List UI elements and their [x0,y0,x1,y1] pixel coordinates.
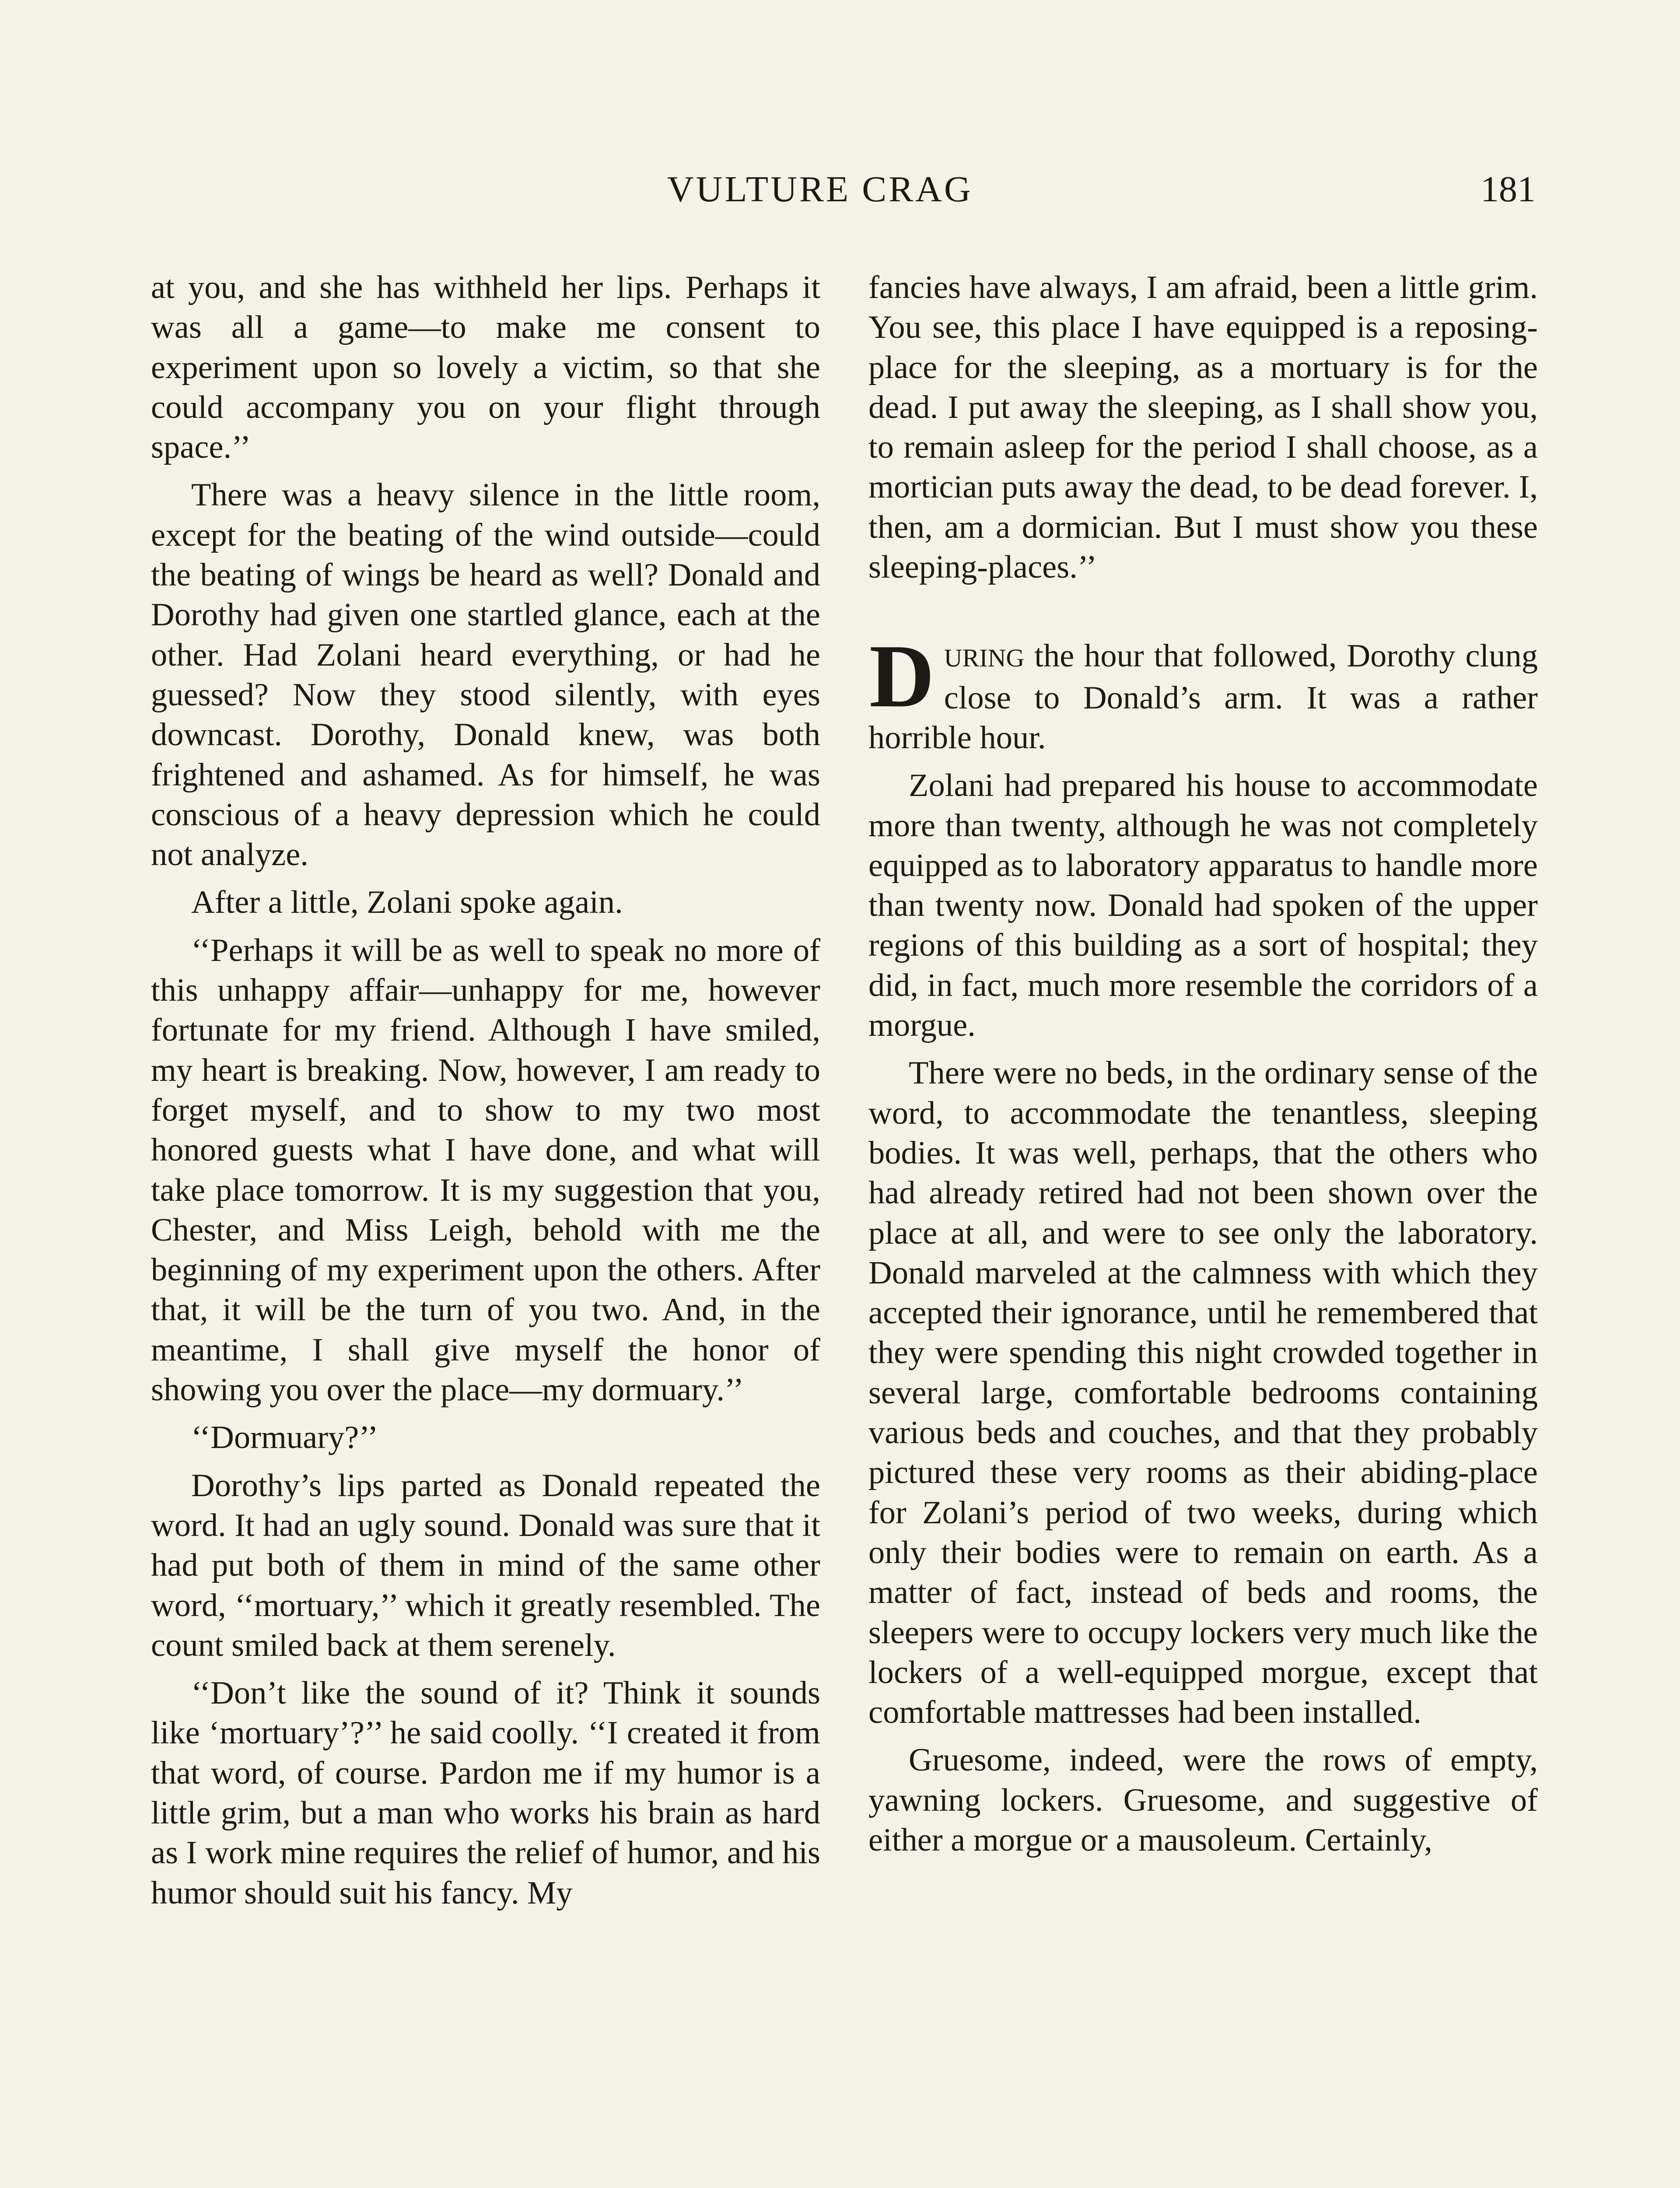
paragraph: ‘‘Don’t like the sound of it? Think it sounds like ‘mortuary’?’’ he said coolly. ‘‘I created it from that word, of course. Pardon me if my humor is a little grim, but a man who works his brain as hard as I work mine requires the relief of humor, and his humor should suit his fancy. My [151,1675,821,1911]
paragraph: ‘‘Dormuary?’’ [191,1420,378,1456]
paragraph: Dorothy’s lips parted as Donald repeated the word. It had an ugly sound. Donald was sure that it had put both of them in mind of the same other word, ‘‘mortuary,’’ which it greatly resembled. The count smiled back at them serenely. [151,1467,820,1663]
section-opening-text: the hour that followed, Dorothy clung close to Donald’s arm. It was a rather horrible hour. [868,638,1538,756]
right-column [868,268,1538,1868]
small-caps-lead: URING [944,644,1025,673]
page-number: 181 [1480,169,1536,210]
paragraph: Zolani had prepared his house to accommodate more than twenty, although he was not completely equipped as to laboratory apparatus to handle more than twenty now. Donald had spoken of the upper regions of this building as a sort of hospital; they did, in fact, much more resemble the corridors of a morgue. [868,768,1538,1044]
section-opening-paragraph [868,626,1538,758]
paragraph: ‘‘Perhaps it will be as well to speak no more of this unhappy affair—unhappy for me, however fortunate for my friend. Although I have smiled, my heart is breaking. Now, however, I am ready to forget myself, and to show to my two most honored guests what I have done, and what will take place tomorrow. It is my suggestion that you, Chester, and Miss Leigh, behold with me the beginning of my experiment upon the others. After that, it will be the turn of you two. And, in the meantime, I shall give myself the honor of showing you over the place—my dormuary.’’ [151,932,820,1408]
paragraph: There were no beds, in the ordinary sense of the word, to accommodate the tenantless, sleeping bodies. It was well, perhaps, that the others who had already retired had not been shown over the place at all, and were to see only the laboratory. Donald marveled at the calmness with which they accepted their ignorance, until he remembered that they were spending this night crowded together in several large, comfortable bedrooms containing various beds and couches, and that they probably pictured these very rooms as their abiding-place for Zolani’s period of two weeks, during which only their bodies were to remain on earth. As a matter of fact, instead of beds and rooms, the sleepers were to occupy lockers very much like the lockers of a well-equipped morgue, except that comfortable mattresses had been installed. [868,1055,1538,1731]
running-head: VULTURE CRAG [667,169,973,210]
left-column [151,268,820,1921]
paragraph: fancies have always, I am afraid, been a little grim. You see, this place I have equipped is a reposing-place for the sleeping, as a mortuary is for the dead. I put away the sleeping, as I shall show you, to remain asleep for the period I shall choose, as a mortician puts away the dead, to be dead forever. I, then, am a dormician. But I must show you these sleeping-places.’’ [868,270,1538,586]
page-header [151,165,1536,214]
paragraph: After a little, Zolani spoke again. [191,884,623,921]
paragraph: at you, and she has withheld her lips. Perhaps it was all a game—to make me consent to experiment upon so lovely a victim, so that she could accompany you on your flight through space.’’ [151,270,820,466]
paragraph: Gruesome, indeed, were the rows of empty, yawning lockers. Gruesome, and suggestive of either a morgue or a mausoleum. Certainly, [868,1742,1538,1858]
drop-cap: D [869,626,934,726]
paragraph: There was a heavy silence in the little room, except for the beating of the wind outside—could the beating of wings be heard as well? Donald and Dorothy had given one startled glance, each at the other. Had Zolani heard everything, or had he guessed? Now they stood silently, with eyes downcast. Dorothy, Donald knew, was both frightened and ashamed. As for himself, he was conscious of a heavy depression which he could not analyze. [151,477,820,873]
